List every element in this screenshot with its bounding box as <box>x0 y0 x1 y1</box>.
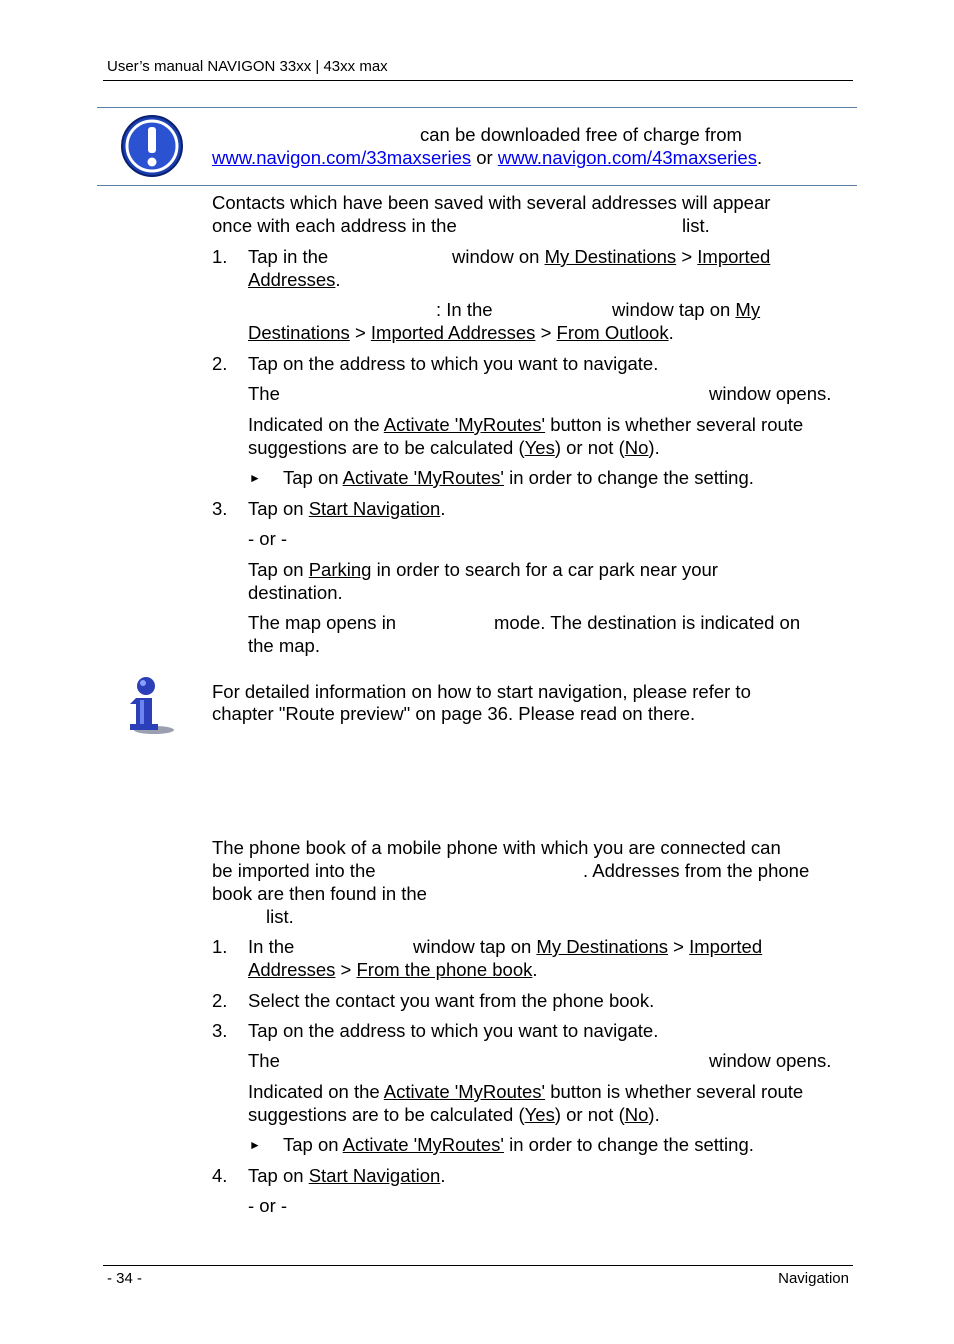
activate-myroutes-ref: Activate 'MyRoutes' <box>383 414 546 435</box>
step-text: Tap on the address to which you want to navigate. <box>248 353 659 374</box>
start-navigation-ref: Start Navigation <box>308 498 441 519</box>
footer-section: Navigation <box>778 1270 849 1287</box>
imported-ref: Imported <box>697 246 771 267</box>
step-text: Tap on Start Navigation. <box>248 1165 446 1186</box>
paragraph: be imported into the <box>212 860 376 881</box>
parking-ref: Parking <box>308 559 372 580</box>
paragraph: The phone book of a mobile phone with which you are connected can <box>212 837 781 858</box>
step-text: The <box>248 1050 280 1071</box>
info-text: chapter "Route preview" on page 36. Please read on there. <box>212 703 696 724</box>
from-outlook-ref: From Outlook <box>556 322 669 343</box>
step-text: window opens. <box>709 383 832 404</box>
link-33maxseries[interactable]: www.navigon.com/33maxseries <box>212 147 472 168</box>
step-text: Tap on Activate 'MyRoutes' in order to change the setting. <box>283 1134 754 1155</box>
step-text: Select the contact you want from the phone book. <box>248 990 655 1011</box>
start-navigation-ref: Start Navigation <box>308 1165 441 1186</box>
activate-myroutes-ref: Activate 'MyRoutes' <box>342 1134 504 1155</box>
paragraph: . Addresses from the phone <box>583 860 810 881</box>
step-text: Indicated on the Activate 'MyRoutes' button is whether several route <box>248 1081 804 1102</box>
imported-ref: Imported <box>689 936 763 957</box>
step-text: suggestions are to be calculated (Yes) or not (No). <box>248 437 660 458</box>
step-text: Addresses. <box>248 269 341 290</box>
bullet-arrow-icon: ► <box>249 471 261 485</box>
note-bottom-rule <box>97 185 857 186</box>
yes-ref: Yes <box>524 1104 555 1125</box>
step-number: 2. <box>212 990 228 1011</box>
addresses-ref: Addresses <box>248 959 336 980</box>
link-43maxseries[interactable]: www.navigon.com/43maxseries <box>497 147 757 168</box>
addresses-ref: Addresses <box>248 269 336 290</box>
note-links: www.navigon.com/33maxseries or www.navigon.com/43maxseries. <box>212 147 763 168</box>
step-number: 3. <box>212 498 228 519</box>
step-text: Tap on Parking in order to search for a car park near your <box>248 559 718 580</box>
from-phone-book-ref: From the phone book <box>356 959 533 980</box>
paragraph: book are then found in the <box>212 883 427 904</box>
imported-addresses-ref: Imported Addresses <box>370 322 536 343</box>
exclamation-icon <box>120 114 184 178</box>
step-text: mode. The destination is indicated on <box>494 612 801 633</box>
footer-rule <box>103 1265 853 1266</box>
no-ref: No <box>624 437 649 458</box>
step-text: Tap on the address to which you want to navigate. <box>248 1020 659 1041</box>
no-ref: No <box>624 1104 649 1125</box>
step-text: Indicated on the Activate 'MyRoutes' button is whether several route <box>248 414 804 435</box>
step-text: Destinations > Imported Addresses > From Outlook. <box>248 322 674 343</box>
paragraph: Contacts which have been saved with several addresses will appear <box>212 192 771 213</box>
step-number: 3. <box>212 1020 228 1041</box>
my-destinations-ref: My Destinations <box>536 936 669 957</box>
step-text: window on My Destinations > Imported <box>452 246 771 267</box>
step-text: Tap on Activate 'MyRoutes' in order to change the setting. <box>283 467 754 488</box>
step-text: the map. <box>248 635 320 656</box>
step-text: window opens. <box>709 1050 832 1071</box>
activate-myroutes-ref: Activate 'MyRoutes' <box>383 1081 546 1102</box>
step-number: 1. <box>212 936 228 957</box>
activate-myroutes-ref: Activate 'MyRoutes' <box>342 467 504 488</box>
destinations-ref: Destinations <box>248 322 350 343</box>
step-text: window tap on My Destinations > Imported <box>413 936 763 957</box>
paragraph: once with each address in the <box>212 215 457 236</box>
step-number: 2. <box>212 353 228 374</box>
running-header: User’s manual NAVIGON 33xx | 43xx max <box>107 58 388 75</box>
step-text: : In the <box>436 299 493 320</box>
page-number: - 34 - <box>107 1270 143 1287</box>
bullet-arrow-icon: ► <box>249 1138 261 1152</box>
paragraph: list. <box>682 215 710 236</box>
note-text: can be downloaded free of charge from <box>420 124 742 145</box>
info-text: For detailed information on how to start navigation, please refer to <box>212 681 751 702</box>
step-number: 1. <box>212 246 228 267</box>
header-rule <box>103 80 853 81</box>
step-number: 4. <box>212 1165 228 1186</box>
step-text: In the <box>248 936 295 957</box>
step-text: Tap on Start Navigation. <box>248 498 446 519</box>
step-text: window tap on My <box>612 299 761 320</box>
step-text: Tap in the <box>248 246 329 267</box>
info-person-icon <box>122 674 178 736</box>
or-separator: - or - <box>248 528 288 549</box>
step-text: suggestions are to be calculated (Yes) or not (No). <box>248 1104 660 1125</box>
step-text: Addresses > From the phone book. <box>248 959 538 980</box>
step-text: The map opens in <box>248 612 397 633</box>
yes-ref: Yes <box>524 437 555 458</box>
step-text: destination. <box>248 582 343 603</box>
or-separator: - or - <box>248 1195 288 1216</box>
note-top-rule <box>97 107 857 108</box>
step-text: The <box>248 383 280 404</box>
paragraph: list. <box>266 906 294 927</box>
my-destinations-ref: My Destinations <box>544 246 677 267</box>
my-ref: My <box>735 299 761 320</box>
